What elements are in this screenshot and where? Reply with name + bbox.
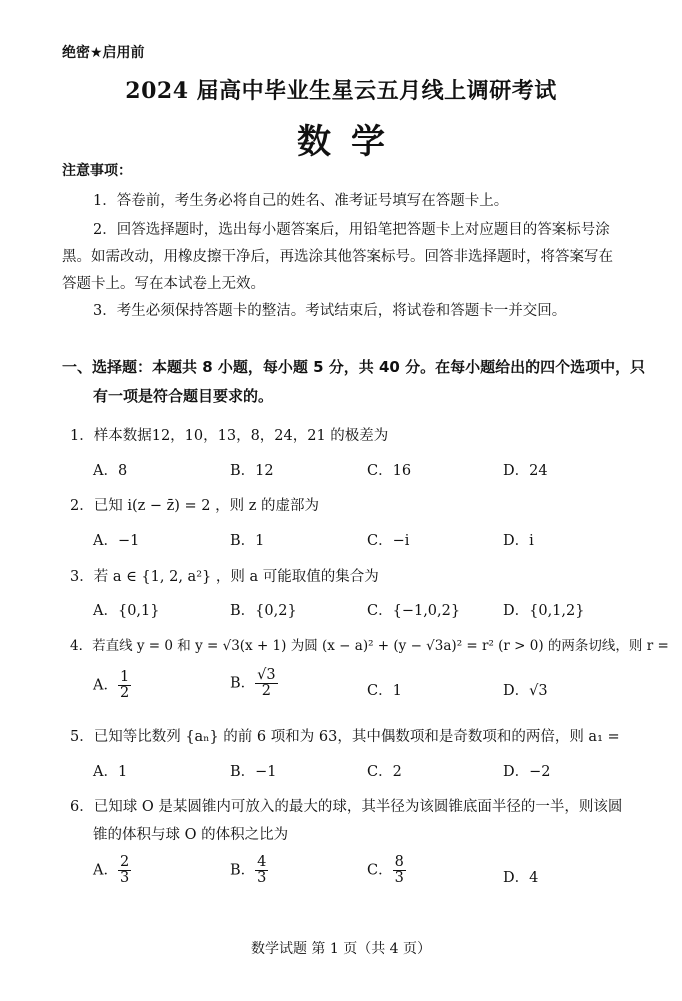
question-6-option-a (93, 855, 131, 886)
question-4-stem: 4．若直线 y = 0 和 y = √3(x + 1) 为圆 (x − a)² + (y − √3a)² = r² (r > 0) 的两条切线，则 r = (70, 638, 669, 654)
question-5-option-b: B．−1 (230, 764, 277, 780)
fraction-numerator: √3 (257, 667, 276, 683)
question-6-option-b-fraction (255, 855, 268, 886)
question-5-stem: 5．已知等比数列 {aₙ} 的前 6 项和为 63，其中偶数项和是奇数项和的两倍，则 a₁ = (70, 729, 620, 745)
question-2-option-b: B．1 (230, 533, 265, 549)
question-4-option-a (93, 670, 131, 701)
fraction-numerator: 2 (119, 854, 130, 870)
question-6-option-b-label: B． (230, 862, 256, 879)
question-4-option-b (230, 668, 278, 699)
question-6-stem-line-1: 6．已知球 O 是某圆锥内可放入的最大的球，其半径为该圆锥底面半径的一半，则该圆 (70, 799, 623, 815)
notice-item-3: 3．考生必须保持答题卡的整洁。考试结束后，将试卷和答题卡一并交回。 (93, 303, 567, 319)
question-1-option-d: D．24 (503, 463, 548, 479)
question-3-option-d: D．{0,1,2} (503, 603, 585, 619)
section-heading-cont: 有一项是符合题目要求的。 (93, 387, 274, 405)
question-1-option-a: A．8 (93, 463, 128, 479)
subject-title: 数学 (297, 122, 405, 162)
question-1-stem: 1．样本数据12，10，13，8，24，21 的极差为 (70, 428, 389, 444)
question-4-option-a-fraction (118, 670, 131, 701)
question-6-option-d: D．4 (503, 870, 539, 886)
question-1-option-b: B．12 (230, 463, 274, 479)
question-2-option-a: A．−1 (93, 533, 140, 549)
section-heading: 一、选择题：本题共 8 小题，每小题 5 分，共 40 分。在每小题给出的四个选项中，只 (62, 358, 646, 376)
question-5-option-d: D．−2 (503, 764, 551, 780)
question-3-stem: 3．若 a ∈ {1, 2, a²} ，则 a 可能取值的集合为 (70, 569, 379, 585)
question-5-option-c: C．2 (367, 764, 402, 780)
question-6-option-a-label: A． (93, 862, 118, 879)
notice-heading: 注意事项： (62, 163, 132, 179)
notice-item-1: 1．答卷前，考生务必将自己的姓名、准考证号填写在答题卡上。 (93, 193, 509, 209)
page-footer: 数学试题 第 1 页（共 4 页） (250, 941, 432, 957)
question-6-option-c-label: C． (367, 862, 393, 879)
notice-item-2-line-1: 2．回答选择题时，选出每小题答案后，用铅笔把答题卡上对应题目的答案标号涂 (93, 222, 610, 238)
question-4-option-b-label: B． (230, 675, 256, 692)
question-1-option-c: C．16 (367, 463, 412, 479)
question-5-option-a: A．1 (93, 764, 128, 780)
fraction-denominator: 2 (261, 683, 271, 700)
question-2-option-d: D．i (503, 533, 534, 549)
fraction-numerator: 4 (257, 854, 267, 870)
question-2-stem: 2．已知 i(z − z̄) = 2 ，则 z 的虚部为 (70, 498, 319, 514)
question-4-option-c: C．1 (367, 683, 402, 699)
question-4-option-b-fraction (255, 668, 277, 699)
question-6-option-b (230, 855, 268, 886)
confidential-label: 绝密★启用前 (62, 45, 145, 61)
question-2-option-c: C．−i (367, 533, 410, 549)
question-6-option-c (367, 855, 406, 886)
fraction-numerator: 1 (119, 669, 130, 685)
fraction-denominator: 3 (119, 870, 130, 887)
fraction-denominator: 2 (119, 685, 130, 702)
question-4-option-d: D．√3 (503, 683, 548, 699)
question-3-option-a: A．{0,1} (93, 603, 160, 619)
exam-title: 2024 届高中毕业生星云五月线上调研考试 (125, 78, 557, 104)
fraction-denominator: 3 (394, 870, 404, 887)
question-3-option-b: B．{0,2} (230, 603, 297, 619)
question-3-option-c: C．{−1,0,2} (367, 603, 461, 619)
notice-item-2-line-2: 黑。如需改动，用橡皮擦干净后，再选涂其他答案标号。回答非选择题时，将答案写在 (62, 249, 613, 265)
notice-item-2-line-3: 答题卡上。写在本试卷上无效。 (62, 276, 265, 292)
question-4-option-a-label: A． (93, 677, 118, 694)
fraction-denominator: 3 (257, 870, 267, 887)
question-6-option-a-fraction (118, 855, 131, 886)
fraction-numerator: 8 (394, 854, 404, 870)
question-6-stem-line-2: 锥的体积与球 O 的体积之比为 (93, 827, 289, 843)
question-6-option-c-fraction (393, 855, 406, 886)
